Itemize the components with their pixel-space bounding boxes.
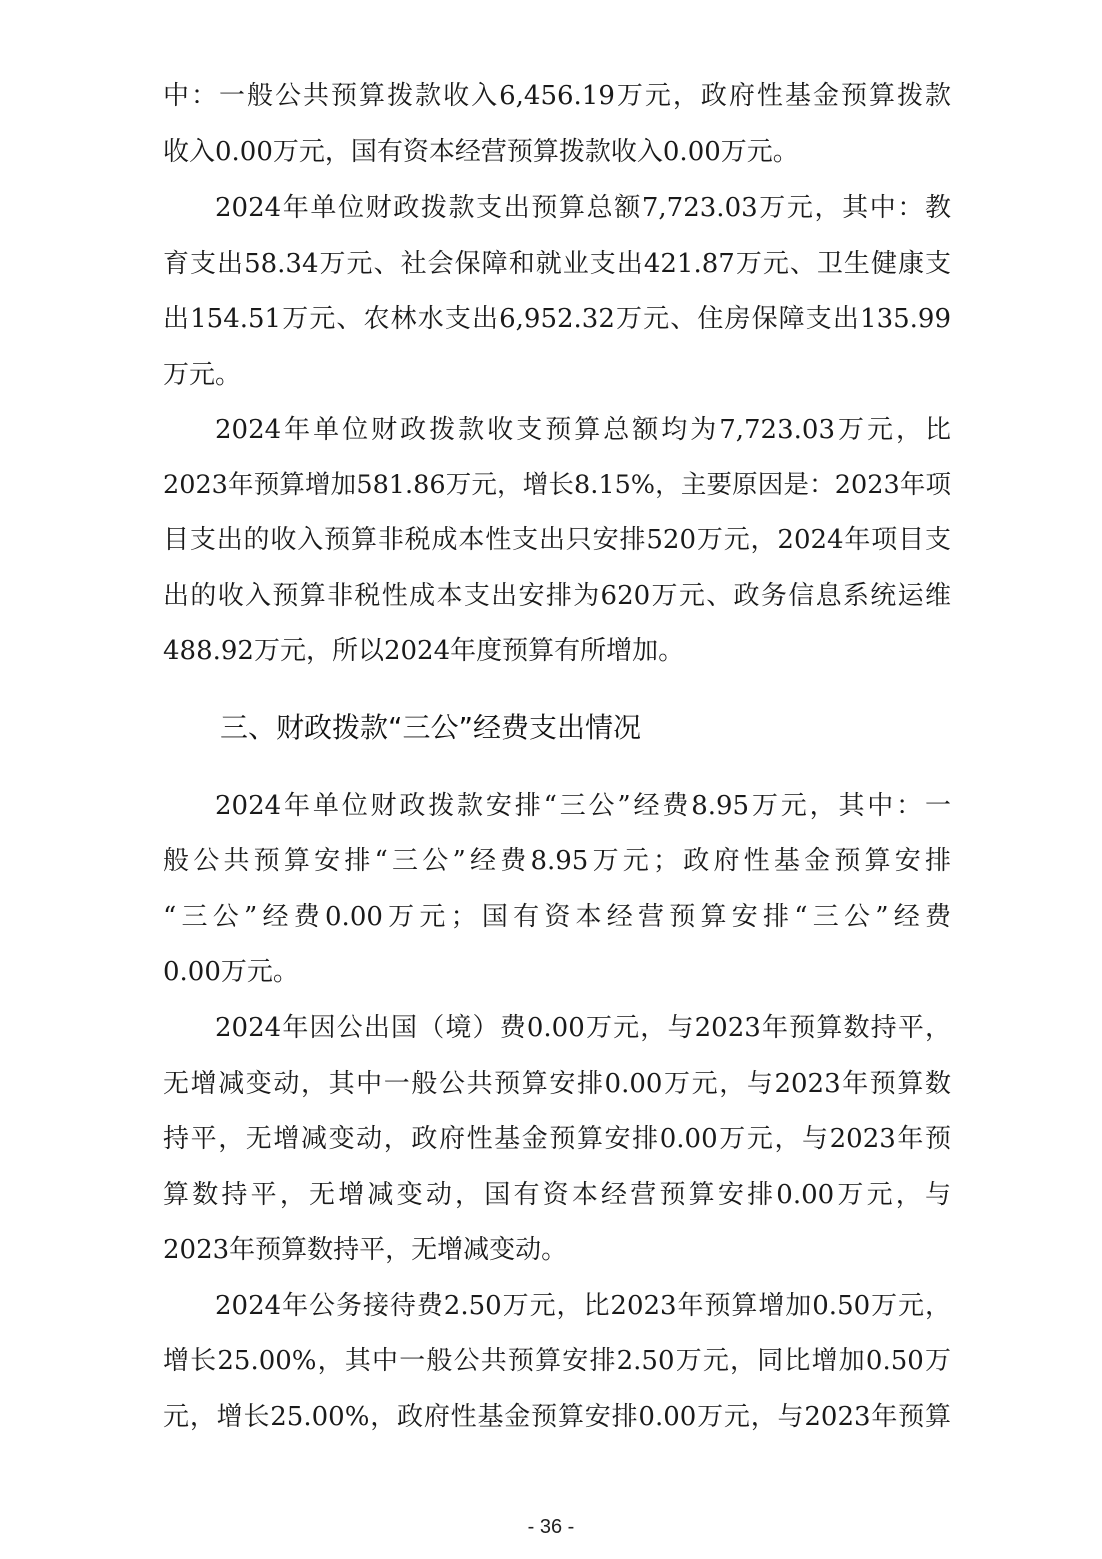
paragraph-3-line-5: 488.92万元，所以2024年度预算有所增加。 <box>163 636 685 666</box>
paragraph-5-line-1: 2024年因公出国（境）费0.00万元，与2023年预算数持平， <box>215 1013 951 1043</box>
paragraph-3-line-4: 出的收入预算非税性成本支出安排为620万元、政务信息系统运维 <box>163 581 951 611</box>
paragraph-3-line-1: 2024年单位财政拨款收支预算总额均为7,723.03万元，比 <box>215 415 951 445</box>
paragraph-6-line-3: 元，增长25.00%，政府性基金预算安排0.00万元，与2023年预算 <box>163 1402 951 1432</box>
paragraph-4-line-1: 2024年单位财政拨款安排“三公”经费8.95万元，其中：一 <box>215 791 951 821</box>
paragraph-6-line-2: 增长25.00%，其中一般公共预算安排2.50万元，同比增加0.50万 <box>163 1346 951 1376</box>
paragraph-2-line-4: 万元。 <box>163 360 242 390</box>
paragraph-4-line-4: 0.00万元。 <box>163 957 299 987</box>
page-number: - 36 - <box>527 1516 575 1538</box>
paragraph-2-line-2: 育支出58.34万元、社会保障和就业支出421.87万元、卫生健康支 <box>163 249 951 279</box>
paragraph-4-line-3: “三公”经费0.00万元；国有资本经营预算安排“三公”经费 <box>163 902 951 932</box>
paragraph-2-line-1: 2024年单位财政拨款支出预算总额7,723.03万元，其中：教 <box>215 193 951 223</box>
paragraph-5-line-5: 2023年预算数持平，无增减变动。 <box>163 1235 568 1265</box>
paragraph-6-line-1: 2024年公务接待费2.50万元，比2023年预算增加0.50万元， <box>215 1291 951 1321</box>
section-heading: 三、财政拨款“三公”经费支出情况 <box>220 711 642 744</box>
paragraph-4-line-2: 般公共预算安排“三公”经费8.95万元；政府性基金预算安排 <box>163 846 951 876</box>
paragraph-3-line-2: 2023年预算增加581.86万元，增长8.15%，主要原因是：2023年项 <box>163 470 951 500</box>
paragraph-5-line-4: 算数持平，无增减变动，国有资本经营预算安排0.00万元，与 <box>163 1180 951 1210</box>
paragraph-1-line-1: 中：一般公共预算拨款收入6,456.19万元，政府性基金预算拨款 <box>163 81 951 111</box>
paragraph-2-line-3: 出154.51万元、农林水支出6,952.32万元、住房保障支出135.99 <box>163 304 951 334</box>
paragraph-5-line-2: 无增减变动，其中一般公共预算安排0.00万元，与2023年预算数 <box>163 1069 951 1099</box>
paragraph-5-line-3: 持平，无增减变动，政府性基金预算安排0.00万元，与2023年预 <box>163 1124 951 1154</box>
paragraph-1-line-2: 收入0.00万元，国有资本经营预算拨款收入0.00万元。 <box>163 137 799 167</box>
paragraph-3-line-3: 目支出的收入预算非税成本性支出只安排520万元，2024年项目支 <box>163 525 951 555</box>
